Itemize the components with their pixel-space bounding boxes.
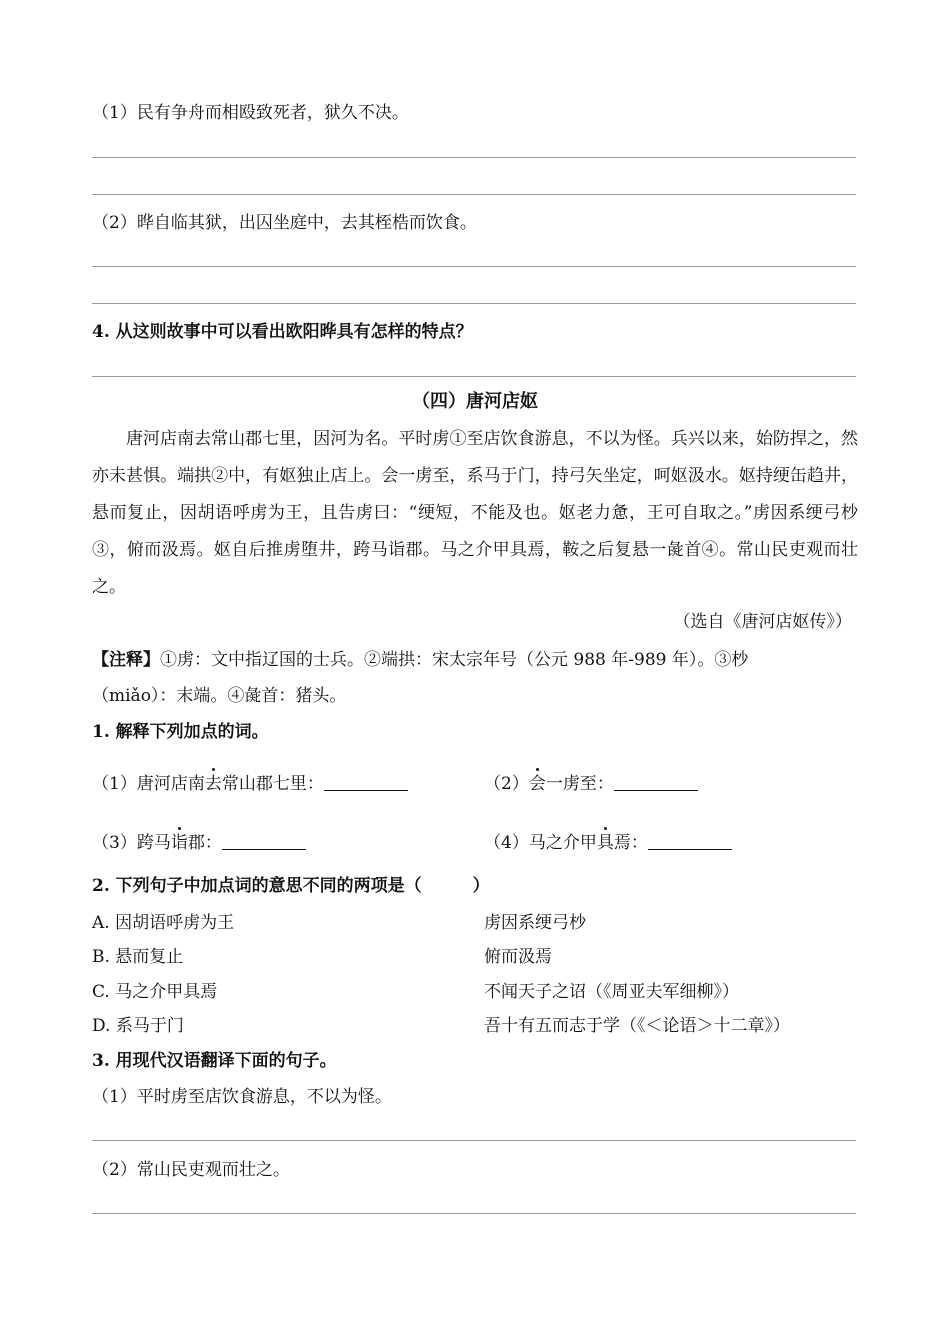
question-1: 1. 解释下列加点的词。 [92,722,269,742]
answer-line [92,1213,856,1214]
translation-item-2: （2）常山民吏观而壮之。 [92,1160,290,1180]
dotted-word: 诣 [170,833,188,853]
answer-line [92,194,856,195]
option-a-left: A. 因胡语呼虏为王 [92,913,235,933]
translation-item-1: （1）民有争舟而相殴致死者，狱久不决。 [92,103,409,123]
option-a-right: 虏因系绠弓杪 [484,913,586,933]
notes-line-1 [92,648,748,672]
section-title: （四）唐河店妪 [412,391,538,412]
question-4: 4. 从这则故事中可以看出欧阳晔具有怎样的特点？ [92,322,473,342]
passage: 唐河店南去常山郡七里，因河为名。平时虏①至店饮食游息，不以为怪。兵兴以来，始防捍之，然亦未甚惧。端拱②中，有妪独止店上。会一虏至，系马于门，持弓矢坐定，呵妪汲水。妪持绠缶趋井，悬而复止，因胡语呼虏为王，且告虏曰：“绠短，不能及也。妪老力惫，王可自取之。”虏因系绠弓杪③，俯而汲焉。妪自后推虏堕井，跨马诣郡。马之介甲具焉，鞍之后复悬一彘首④。常山民吏观而壮之。 [92,429,858,597]
option-b-left: B. 悬而复止 [92,947,184,967]
answer-line [92,1140,856,1141]
option-b-right: 俯而汲焉 [484,947,552,967]
notes-label: 【注释】 [92,650,160,670]
q1-item-4: （4）马之介甲具焉： [484,831,732,855]
answer-line [92,303,856,304]
answer-line [92,157,856,158]
answer-line [92,376,856,377]
option-c-left: C. 马之介甲具焉 [92,982,218,1002]
dotted-word: 具 [596,833,614,853]
q1-item-2: （2）会一虏至： [484,772,698,796]
source-citation: （选自《唐河店妪传》） [673,612,852,632]
q1-item-1: （1）唐河店南去常山郡七里： [92,772,408,796]
dotted-word: 会 [528,774,546,794]
notes-line-2: （miǎo）：末端。④彘首：猪头。 [92,686,347,706]
notes-text-1: ①虏：文中指辽国的士兵。②端拱：宋太宗年号（公元 988 年-989 年）。③杪 [160,650,749,670]
translation-item-2: （2）晔自临其狱，出囚坐庭中，去其桎梏而饮食。 [92,213,477,233]
option-c-right: 不闻天子之诏（《周亚夫军细柳》） [484,982,739,1002]
fill-blank[interactable] [614,774,698,791]
q1-item-3: （3）跨马诣郡： [92,831,306,855]
question-2: 2. 下列句子中加点词的意思不同的两项是（ ） [92,876,490,896]
question-3: 3. 用现代汉语翻译下面的句子。 [92,1051,337,1071]
translation-item-1: （1）平时虏至店饮食游息，不以为怪。 [92,1087,392,1107]
fill-blank[interactable] [648,833,732,850]
option-d-left: D. 系马于门 [92,1016,184,1036]
fill-blank[interactable] [222,833,306,850]
option-d-right: 吾十有五而志于学（《＜论语＞十二章》） [484,1016,790,1036]
dotted-word: 去 [204,774,222,794]
fill-blank[interactable] [324,774,408,791]
answer-line [92,266,856,267]
